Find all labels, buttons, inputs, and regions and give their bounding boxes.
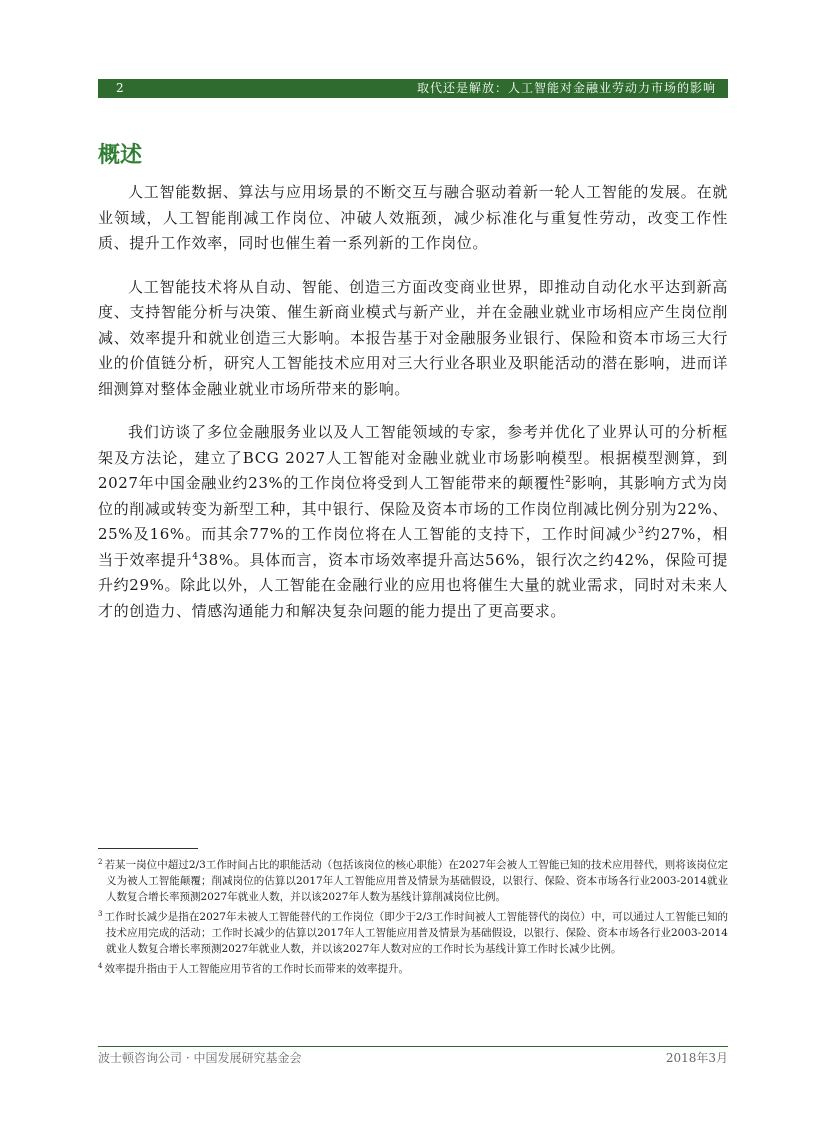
paragraph-3: [98, 420, 728, 624]
footnote-number: 2: [98, 857, 103, 866]
footnote-ref-3[interactable]: 3: [637, 526, 645, 536]
footnote-3: [98, 909, 728, 957]
footer-publisher: 波士顿咨询公司 · 中国发展研究基金会: [98, 1051, 302, 1065]
footnote-ref-2[interactable]: 2: [565, 475, 572, 485]
section-title: 概述: [98, 143, 143, 168]
paragraph-2: 人工智能技术将从自动、智能、创造三方面改变商业世界，即推动自动化水平达到新高度、支持智能分析与决策、催生新商业模式与新产业，并在金融业就业市场相应产生岗位削减、效率提升和就业创造三大影响。本报告基于对金融服务业银行、保险和资本市场三大行业的价值链分析，研究人工智能技术应用对三大行业各职业及职能活动的潜在影响，进而详细测算对整体金融业就业市场所带来的影响。: [98, 277, 728, 398]
footnote-text: 效率提升指由于人工智能应用节省的工作时长而带来的效率提升。: [104, 963, 409, 975]
paragraph-3-part-d: 38%。具体而言，资本市场效率提升高达56%，银行次之约42%，保险可提升约29%。除此以外，人工智能在金融行业的应用也将催生大量的就业需求，同时对未来人才的创造力、情感沟通能力和解决复杂问题的能力提出了更高要求。: [98, 550, 729, 620]
paragraph-1: 人工智能数据、算法与应用场景的不断交互与融合驱动着新一轮人工智能的发展。在就业领域，人工智能削减工作岗位、冲破人效瓶颈，减少标准化与重复性劳动，改变工作性质、提升工作效率，同时也催生着一系列新的工作岗位。: [98, 183, 728, 252]
running-header: [98, 79, 728, 98]
footnote-4: [98, 961, 728, 977]
footnote-number: 3: [98, 909, 103, 918]
footnote-divider: [98, 848, 198, 849]
footnote-2: [98, 857, 728, 905]
paragraph-3-part-b: 影响，其影响方式为岗位的削减或转变为新型工种，其中银行、保险及资本市场的工作岗位削减比例分别为22%、25%及16%。而其余77%的工作岗位将在人工智能的支持下，工作时间减少: [98, 474, 728, 543]
footer-divider: [98, 1046, 728, 1047]
footnote-text: 若某一岗位中超过2/3工作时间占比的职能活动（包括该岗位的核心职能）在2027年会被人工智能已知的技术应用替代，则将该岗位定义为被人工智能颠覆；削减岗位的估算以2017年人工智能应用普及情景为基础假设，以银行、保险、资本市场各行业2003-2014就业人数复合增长率预测2027年就业人数，并以该2027年人数为基线计算削减岗位比例。: [104, 859, 728, 903]
paragraph-3-part-c: 约27%，相当于效率提升: [98, 525, 728, 569]
body-text: [98, 180, 728, 642]
footnotes: [98, 857, 728, 981]
footnote-text: 工作时长减少是指在2027年未被人工智能替代的工作岗位（即少于2/3工作时间被人工智能替代的岗位）中，可以通过人工智能已知的技术应用完成的活动；工作时长减少的估算以2017年人工智能应用普及情景为基础假设，以银行、保险、资本市场各行业2003-2014就业人数复合增长率预测2027年就业人数，并以该2027年人数对应的工作时长为基线计算工作时长减少比例。: [104, 911, 728, 955]
page-number: 2: [116, 81, 124, 95]
footnote-ref-4[interactable]: 4: [192, 551, 199, 562]
footnote-number: 4: [98, 961, 103, 970]
paragraph-3-part-a: 我们访谈了多位金融服务业以及人工智能领域的专家，参考并优化了业界认可的分析框架及方法论，建立了BCG 2027人工智能对金融业就业市场影响模型。根据模型测算，到2027年中国金融业约23%的工作岗位将受到人工智能带来的颠覆性: [98, 423, 728, 492]
footer-date: 2018年3月: [665, 1051, 728, 1065]
page-footer: [98, 1049, 728, 1066]
running-title: 取代还是解放：人工智能对金融业劳动力市场的影响: [416, 81, 716, 95]
